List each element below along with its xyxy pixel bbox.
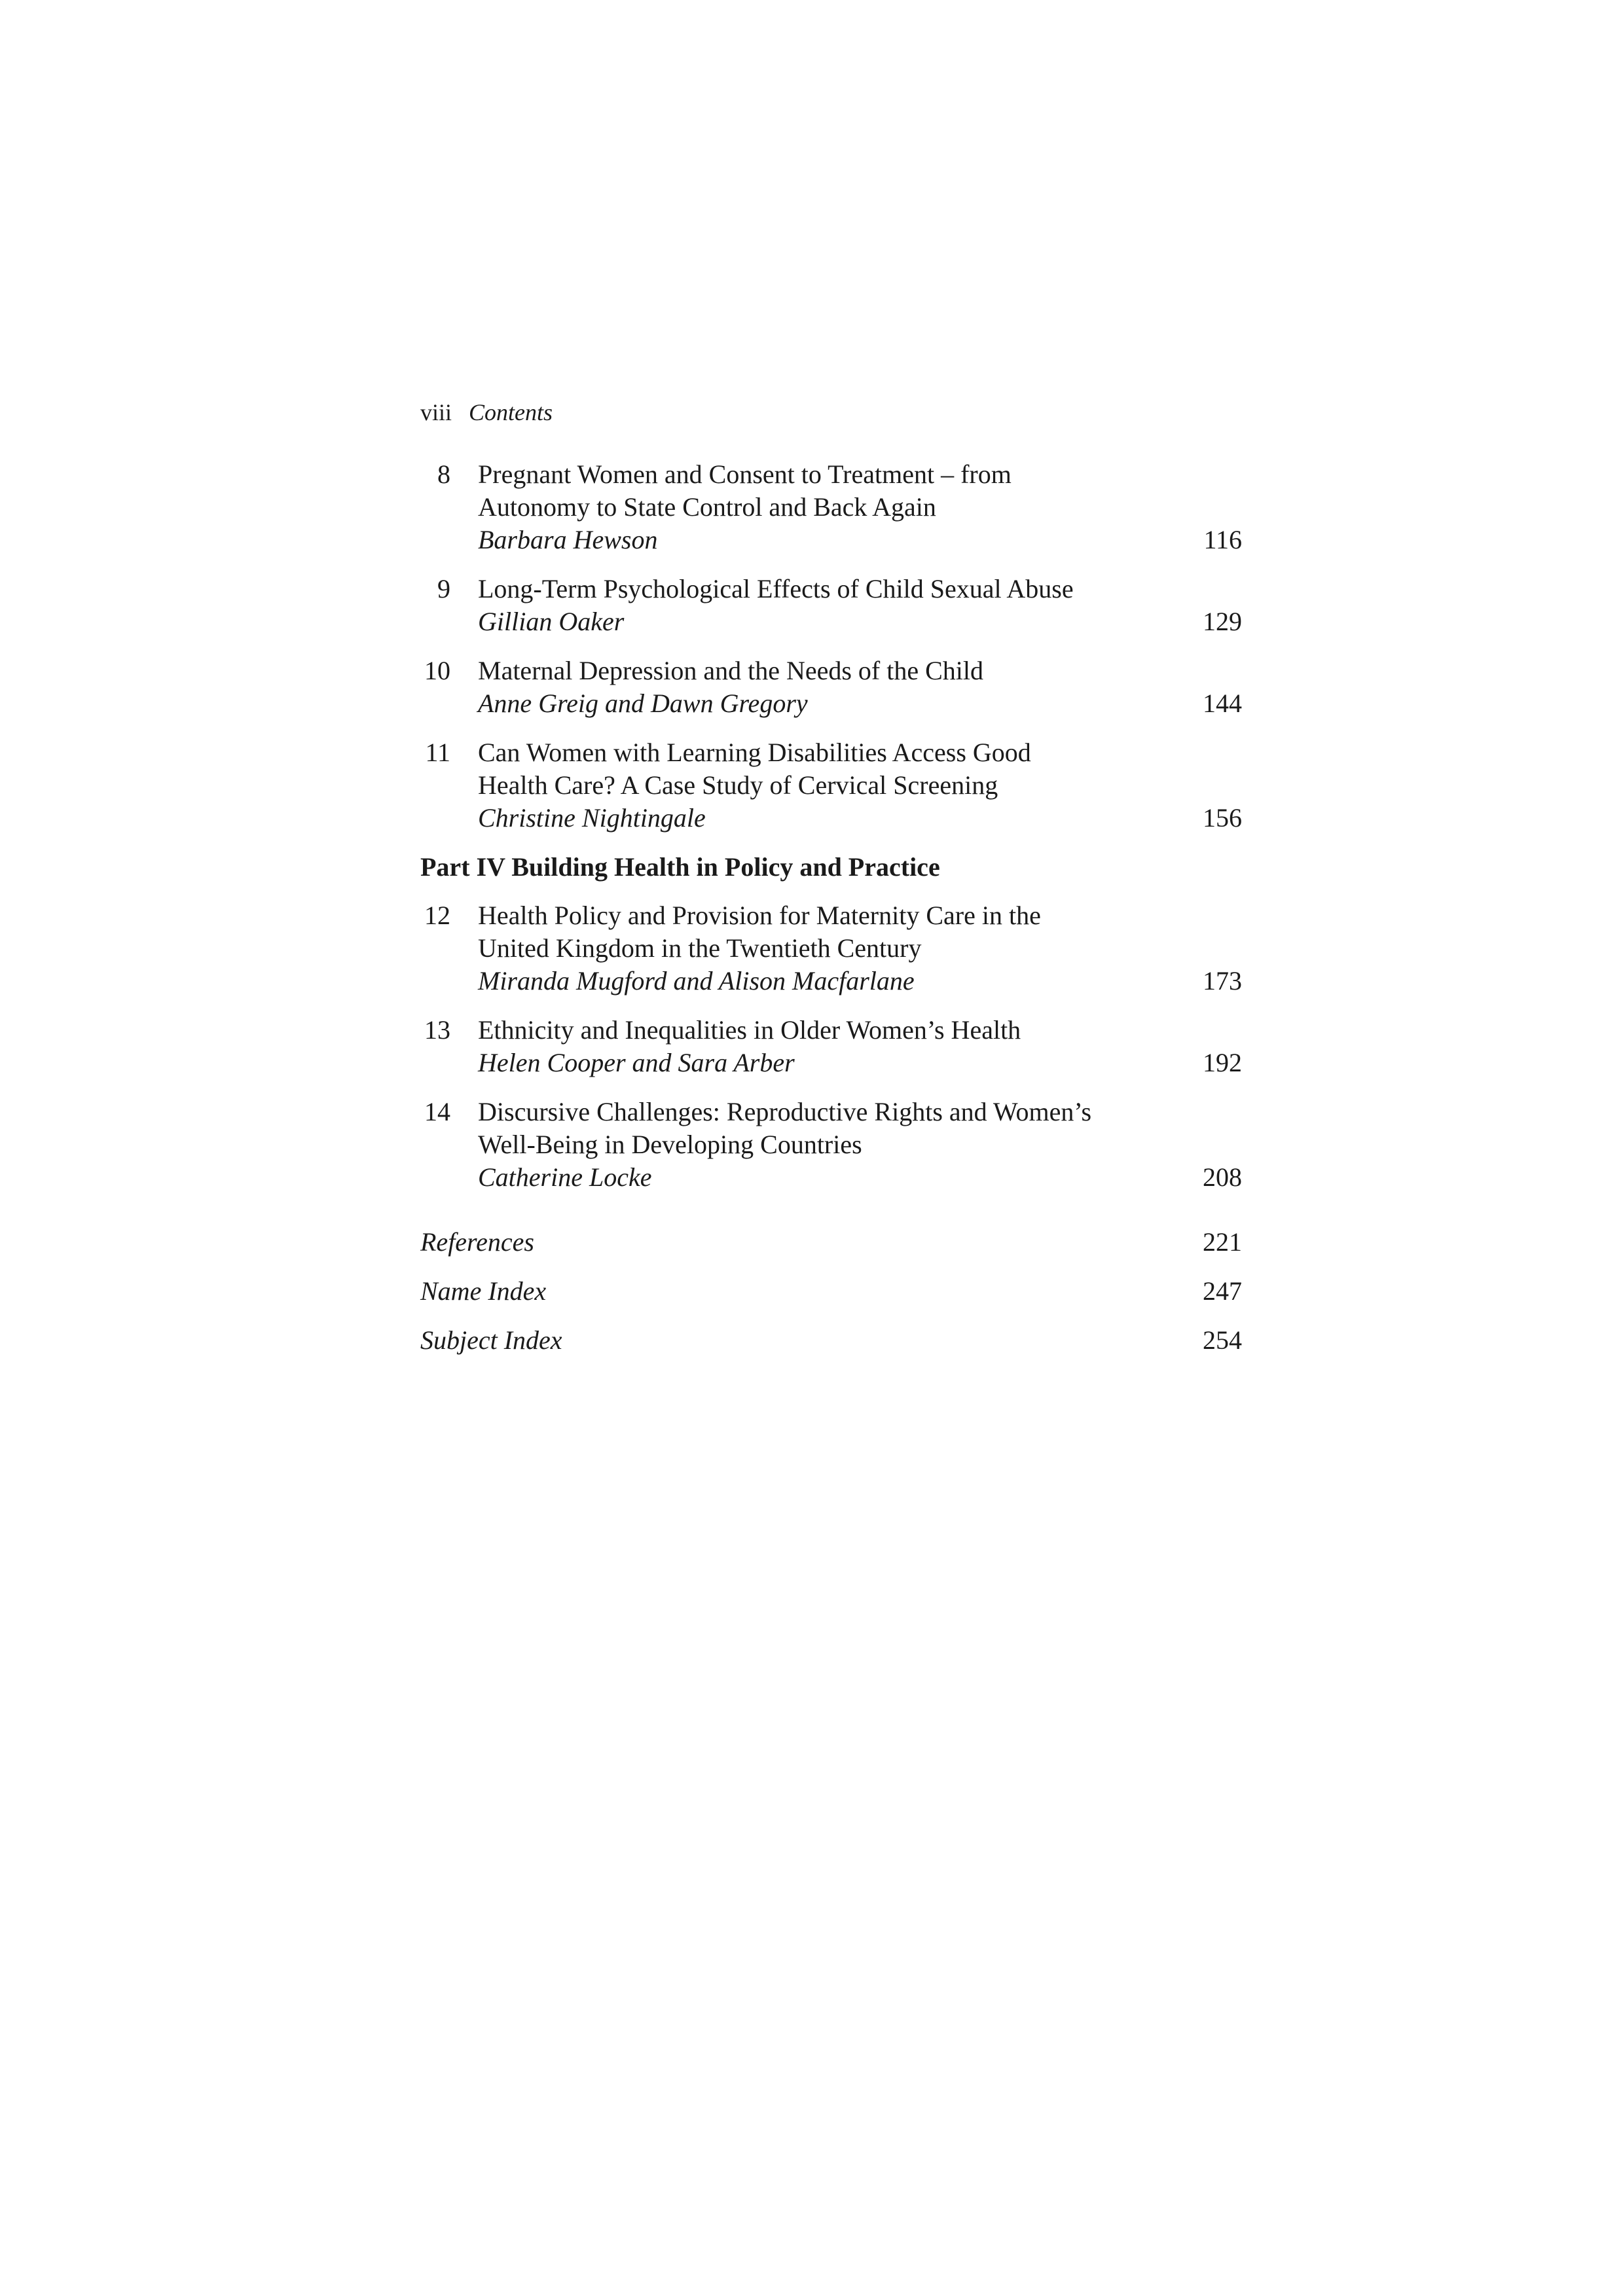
chapter-author: Christine Nightingale (478, 803, 706, 833)
chapter-page-number: 144 (1203, 689, 1242, 718)
toc-entry-chapter-11[interactable] (420, 736, 1242, 834)
chapter-number: 11 (425, 738, 450, 767)
chapter-page-number: 208 (1203, 1162, 1242, 1192)
toc-entry-chapter-10[interactable] (420, 655, 1242, 720)
chapter-page-number: 173 (1203, 966, 1242, 996)
back-matter-page-number: 254 (1203, 1325, 1242, 1355)
chapter-author: Miranda Mugford and Alison Macfarlane (478, 966, 915, 996)
toc-entry-chapter-13[interactable] (420, 1014, 1242, 1079)
part-heading: Part IV Building Health in Policy and Practice (420, 852, 940, 882)
running-header (420, 397, 553, 428)
chapter-page-number: 192 (1203, 1048, 1242, 1077)
toc-entry-chapter-9[interactable] (420, 573, 1242, 638)
toc-entry-name-index[interactable] (420, 1275, 1242, 1308)
chapter-title-line: Ethnicity and Inequalities in Older Women’s Health (478, 1015, 1021, 1045)
chapter-title-line: United Kingdom in the Twentieth Century (478, 933, 922, 963)
page-folio: viii (420, 399, 452, 425)
chapter-number: 14 (424, 1097, 450, 1126)
chapter-page-number: 156 (1203, 803, 1242, 833)
chapter-number: 12 (424, 901, 450, 930)
chapter-page-number: 129 (1203, 607, 1242, 636)
back-matter-title: References (420, 1227, 534, 1257)
chapter-title-line: Health Policy and Provision for Maternity Care in the (478, 901, 1041, 930)
toc-entry-chapter-12[interactable] (420, 899, 1242, 997)
toc-entry-chapter-14[interactable] (420, 1096, 1242, 1194)
chapter-number: 10 (424, 656, 450, 685)
chapter-author: Anne Greig and Dawn Gregory (478, 689, 808, 718)
back-matter-title: Subject Index (420, 1325, 562, 1355)
chapter-number: 9 (437, 574, 450, 603)
chapter-page-number: 116 (1203, 525, 1242, 554)
chapter-title-line: Well-Being in Developing Countries (478, 1130, 862, 1159)
chapter-title-line: Discursive Challenges: Reproductive Rights and Women’s (478, 1097, 1092, 1126)
section-spacer (420, 1210, 1242, 1226)
toc-entry-subject-index[interactable] (420, 1324, 1242, 1357)
chapter-number: 8 (437, 459, 450, 489)
chapter-author: Barbara Hewson (478, 525, 658, 554)
chapter-title-line: Autonomy to State Control and Back Again (478, 492, 936, 522)
toc-entry-chapter-8[interactable] (420, 458, 1242, 556)
back-matter-title: Name Index (420, 1276, 547, 1306)
chapter-title-line: Long-Term Psychological Effects of Child Sexual Abuse (478, 574, 1074, 603)
running-title: Contents (469, 399, 553, 425)
back-matter-page-number: 221 (1203, 1227, 1242, 1257)
table-of-contents (420, 458, 1242, 1373)
back-matter-page-number: 247 (1203, 1276, 1242, 1306)
chapter-title-line: Pregnant Women and Consent to Treatment – from (478, 459, 1012, 489)
chapter-title-line: Can Women with Learning Disabilities Access Good (478, 738, 1031, 767)
chapter-author: Helen Cooper and Sara Arber (478, 1048, 795, 1077)
chapter-author: Gillian Oaker (478, 607, 625, 636)
chapter-title-line: Health Care? A Case Study of Cervical Screening (478, 770, 998, 800)
chapter-author: Catherine Locke (478, 1162, 652, 1192)
toc-entry-references[interactable] (420, 1226, 1242, 1259)
chapter-title-line: Maternal Depression and the Needs of the Child (478, 656, 984, 685)
chapter-number: 13 (424, 1015, 450, 1045)
